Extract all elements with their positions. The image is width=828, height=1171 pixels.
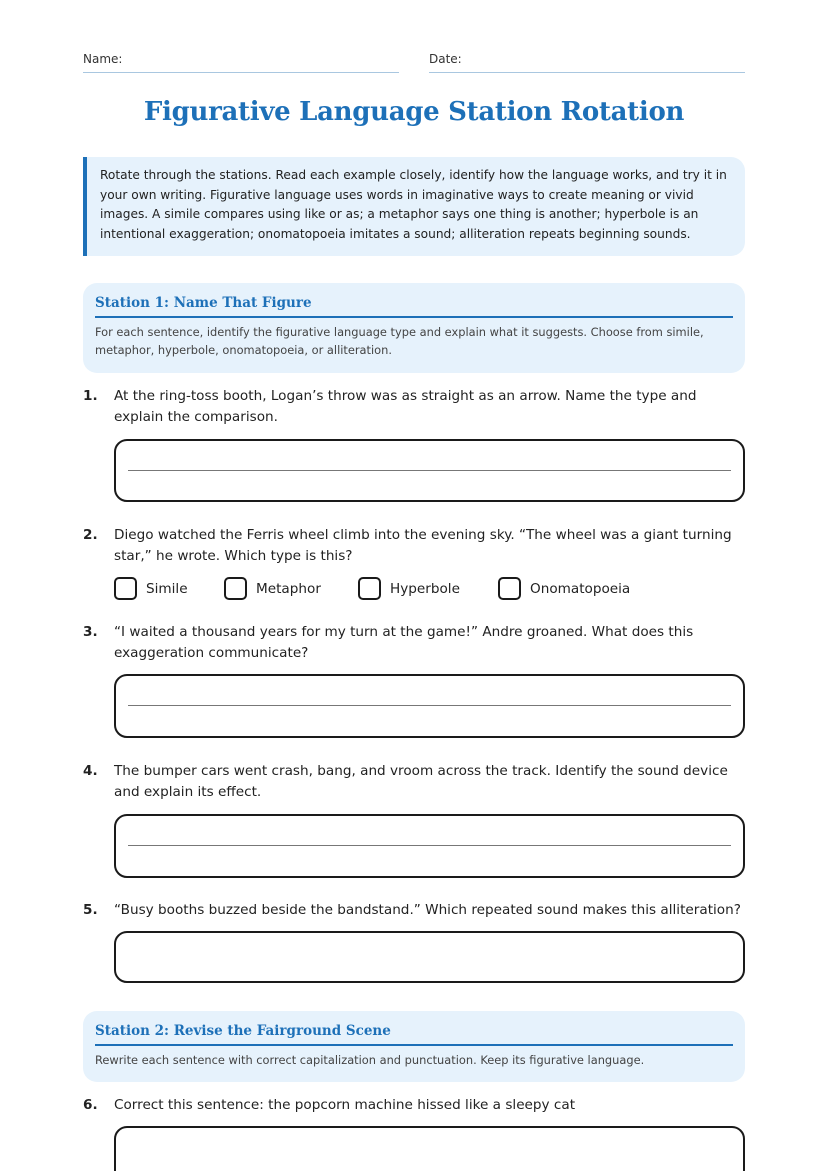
station-2-panel: [83, 1011, 745, 1082]
answer-line: [128, 470, 731, 471]
question-number: 4.: [83, 763, 98, 779]
choice-simile[interactable]: [114, 577, 188, 600]
question-text: “I waited a thousand years for my turn at the game!” Andre groaned. What does this exaggeration communicate?: [114, 624, 694, 661]
date-field[interactable]: [429, 52, 745, 73]
question-text: At the ring-toss booth, Logan’s throw was as straight as an arrow. Name the type and explain the comparison.: [114, 388, 697, 425]
choice-label: Onomatopoeia: [530, 580, 631, 597]
checkbox[interactable]: [358, 577, 381, 600]
name-field[interactable]: [83, 52, 399, 73]
answer-box-5[interactable]: [114, 931, 745, 983]
answer-box-3[interactable]: [114, 674, 745, 738]
question-number: 6.: [83, 1097, 98, 1113]
station-1-description: For each sentence, identify the figurative language type and explain what it suggests. Choose from simile, metaphor, hyperbole, onomatopoeia, or alliteration.: [95, 325, 704, 357]
question-text: Diego watched the Ferris wheel climb into the evening sky. “The wheel was a giant turning star,” he wrote. Which type is this?: [114, 527, 732, 564]
choice-label: Metaphor: [256, 580, 321, 597]
question-text: The bumper cars went crash, bang, and vroom across the track. Identify the sound device and explain its effect.: [114, 763, 728, 800]
choice-onomatopoeia[interactable]: [498, 577, 630, 600]
checkbox[interactable]: [114, 577, 137, 600]
answer-box-1[interactable]: [114, 439, 745, 502]
question-3: [83, 622, 748, 664]
question-number: 3.: [83, 624, 98, 640]
question-2: [83, 525, 748, 567]
answer-line: [128, 845, 731, 846]
question-text: Correct this sentence: the popcorn machine hissed like a sleepy cat: [114, 1097, 576, 1113]
choice-hyperbole[interactable]: [358, 577, 460, 600]
choice-label: Simile: [146, 580, 188, 597]
answer-box-6[interactable]: [114, 1126, 745, 1171]
choice-label: Hyperbole: [390, 580, 460, 597]
intro-callout: Rotate through the stations. Read each example closely, identify how the language works, and try it in your own writing. Figurative language uses words in imaginative ways to create meaning or vivid images. A simile compares using like or as; a metaphor says one thing is another; hyperbole is an intentional exaggeration; onomatopoeia imitates a sound; alliteration repeats beginning sounds.: [83, 157, 745, 256]
question-number: 5.: [83, 902, 98, 918]
question-1: [83, 386, 748, 428]
station-1-title: Station 1: Name That Figure: [95, 295, 733, 318]
page-title: Figurative Language Station Rotation: [143, 97, 685, 127]
question-number: 1.: [83, 388, 98, 404]
checkbox[interactable]: [498, 577, 521, 600]
question-text: “Busy booths buzzed beside the bandstand.” Which repeated sound makes this alliteration?: [114, 902, 741, 918]
station-1-panel: [83, 283, 745, 373]
question-5: [83, 900, 748, 921]
question-number: 2.: [83, 527, 98, 543]
checkbox[interactable]: [224, 577, 247, 600]
station-2-title: Station 2: Revise the Fairground Scene: [95, 1023, 733, 1046]
answer-line: [128, 705, 731, 706]
question-4: [83, 761, 748, 803]
answer-box-4[interactable]: [114, 814, 745, 878]
choice-metaphor[interactable]: [224, 577, 321, 600]
name-label: Name:: [83, 52, 123, 66]
station-2-description: Rewrite each sentence with correct capitalization and punctuation. Keep its figurative language.: [95, 1053, 645, 1067]
question-6: [83, 1095, 748, 1116]
date-label: Date:: [429, 52, 462, 66]
